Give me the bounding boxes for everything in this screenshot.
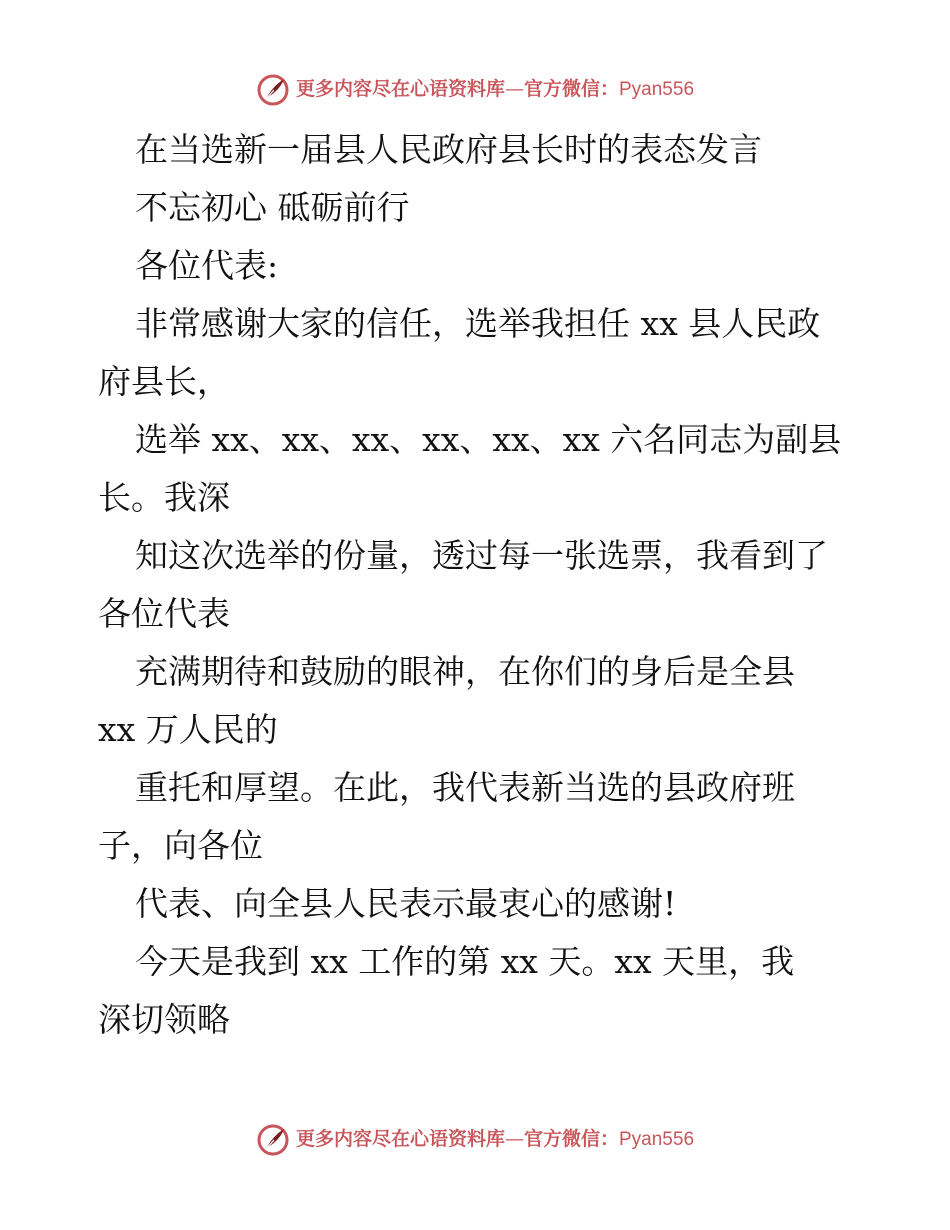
header-text xyxy=(296,72,694,107)
header-brand: 更多内容尽在心语资料库 xyxy=(295,78,505,100)
paragraph-line: 重托和厚望。在此，我代表新当选的县政府班 xyxy=(135,768,795,807)
footer-banner xyxy=(0,1122,950,1157)
footer-text xyxy=(296,1122,694,1157)
paragraph-line: 充满期待和鼓励的眼神，在你们的身后是全县 xyxy=(135,652,795,691)
salutation: 各位代表: xyxy=(135,246,279,285)
footer-wechat-account: Pyan556 xyxy=(619,1129,695,1150)
header-wechat-account: Pyan556 xyxy=(619,79,695,100)
footer-wechat-label: 官方微信： xyxy=(523,1128,619,1150)
paragraph-line: 今天是我到 xx 工作的第 xx 天。xx 天里，我 xyxy=(135,942,795,981)
header-dash: — xyxy=(504,78,524,100)
footer-dash: — xyxy=(504,1128,524,1150)
paragraph-line: 府县长， xyxy=(98,362,230,401)
feather-pen-logo-icon xyxy=(256,1123,290,1157)
document-body xyxy=(98,121,858,1049)
paragraph-line: 长。我深 xyxy=(98,478,230,517)
paragraph-line: 选举 xx、xx、xx、xx、xx、xx 六名同志为副县 xyxy=(135,420,842,459)
paragraph-line: 非常感谢大家的信任，选举我担任 xx 县人民政 xyxy=(135,304,821,343)
header-wechat-label: 官方微信： xyxy=(523,78,619,100)
paragraph-line: xx 万人民的 xyxy=(98,710,278,749)
header-banner xyxy=(0,72,950,107)
footer-brand: 更多内容尽在心语资料库 xyxy=(295,1128,505,1150)
paragraph-line: 深切领略 xyxy=(98,1000,230,1039)
paragraph-line: 知这次选举的份量，透过每一张选票，我看到了 xyxy=(135,536,828,575)
document-title: 在当选新一届县人民政府县长时的表态发言 xyxy=(135,130,762,169)
feather-pen-logo-icon xyxy=(256,73,290,107)
paragraph-line: 各位代表 xyxy=(98,594,230,633)
document-subtitle: 不忘初心 砥砺前行 xyxy=(135,188,410,227)
paragraph-line: 代表、向全县人民表示最衷心的感谢! xyxy=(135,884,677,923)
paragraph-line: 子，向各位 xyxy=(98,826,263,865)
